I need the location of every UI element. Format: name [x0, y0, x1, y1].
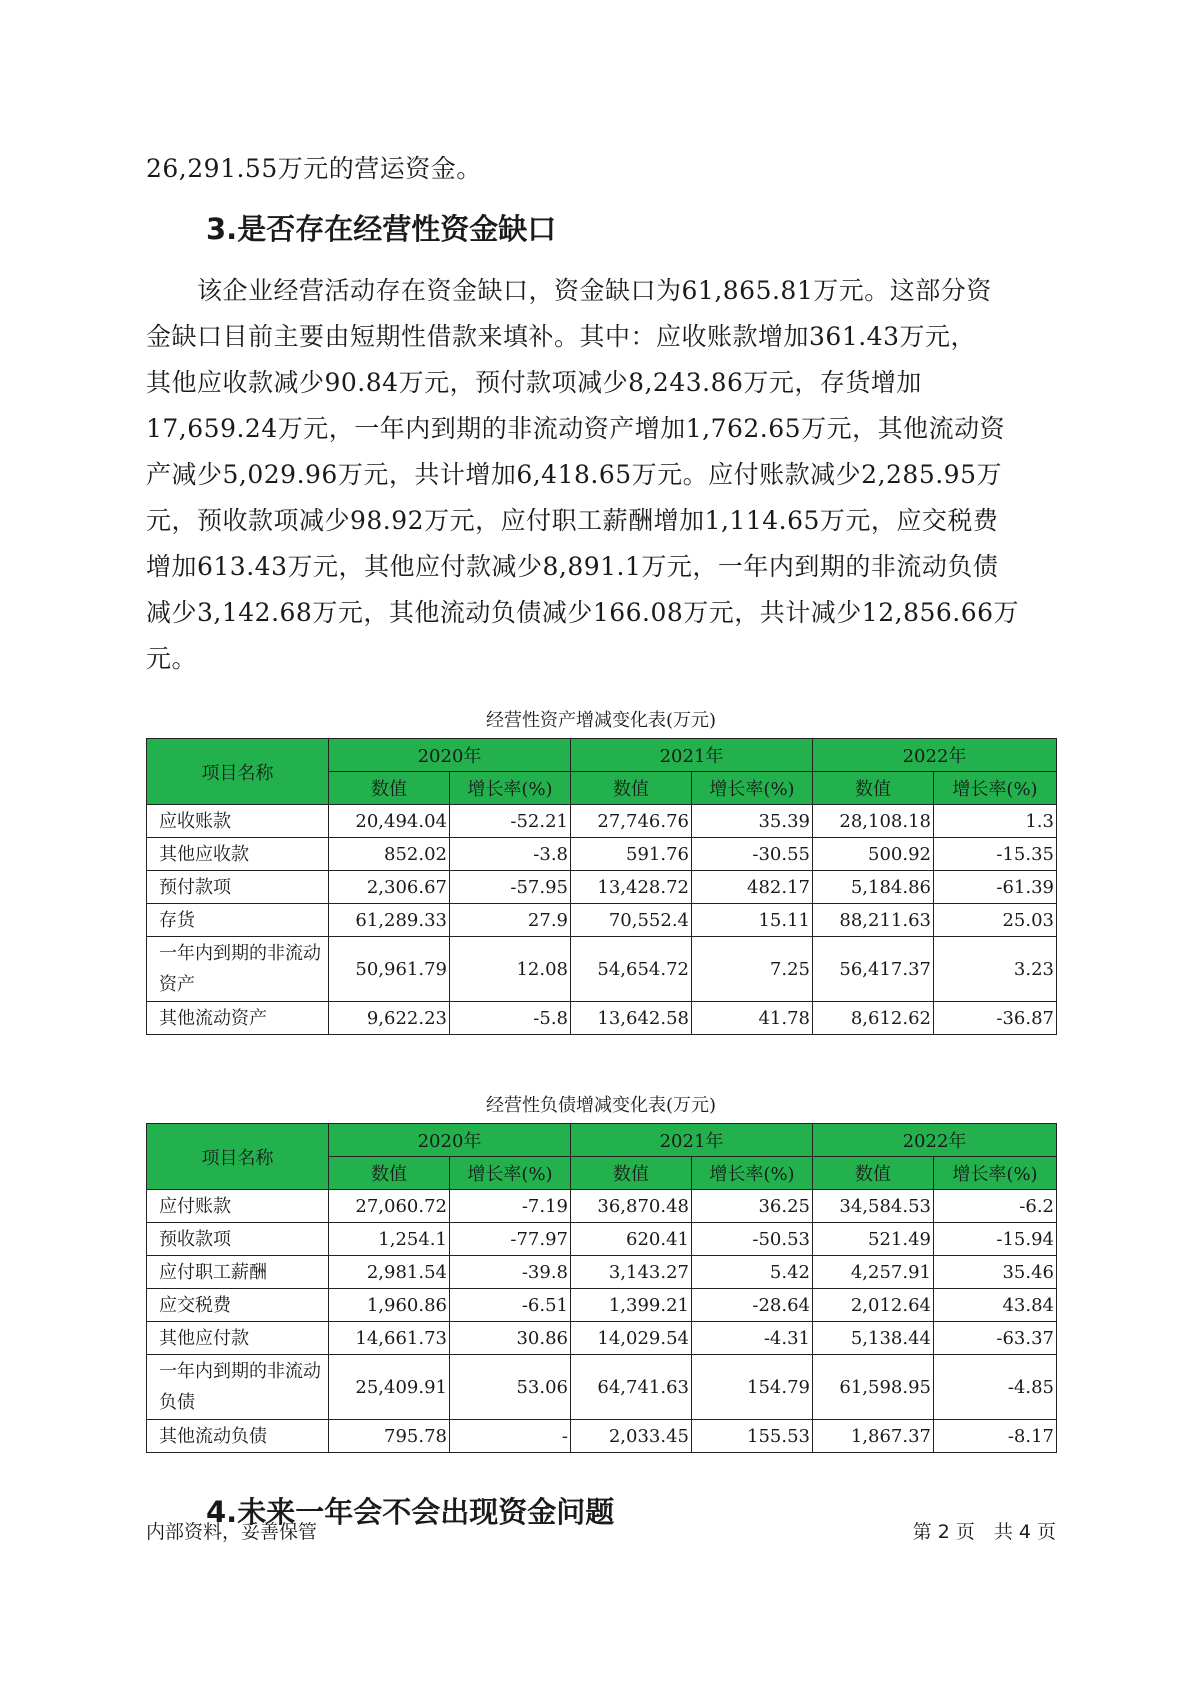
table-row [147, 1420, 1057, 1453]
value-cell: 50,961.79 [329, 937, 450, 1002]
row-label: 一年内到期的非流动资产 [147, 937, 329, 1002]
paragraph-line: 减少3,142.68万元，其他流动负债减少166.08万元，共计减少12,856.66万 [146, 598, 1020, 627]
growth-cell: -77.97 [450, 1223, 571, 1256]
row-label: 应付账款 [147, 1190, 329, 1223]
value-cell: 2,981.54 [329, 1256, 450, 1289]
growth-cell: -36.87 [934, 1002, 1057, 1035]
value-cell: 500.92 [813, 838, 934, 871]
value-cell: 4,257.91 [813, 1256, 934, 1289]
growth-cell: -28.64 [692, 1289, 813, 1322]
growth-cell: 1.3 [934, 805, 1057, 838]
growth-cell: 154.79 [692, 1355, 813, 1420]
growth-cell: -63.37 [934, 1322, 1057, 1355]
growth-cell: 35.39 [692, 805, 813, 838]
value-cell: 14,661.73 [329, 1322, 450, 1355]
growth-header: 增长率(%) [692, 1157, 813, 1190]
growth-cell: 5.42 [692, 1256, 813, 1289]
value-header: 数值 [813, 1157, 934, 1190]
growth-cell: 30.86 [450, 1322, 571, 1355]
value-cell: 25,409.91 [329, 1355, 450, 1420]
growth-cell: -4.85 [934, 1355, 1057, 1420]
table-row [147, 937, 1057, 1002]
value-cell: 61,598.95 [813, 1355, 934, 1420]
growth-cell: -3.8 [450, 838, 571, 871]
year-header: 2021年 [571, 739, 813, 772]
value-cell: 14,029.54 [571, 1322, 692, 1355]
value-cell: 20,494.04 [329, 805, 450, 838]
growth-cell: 482.17 [692, 871, 813, 904]
growth-cell: 35.46 [934, 1256, 1057, 1289]
year-header: 2021年 [571, 1124, 813, 1157]
growth-cell: -61.39 [934, 871, 1057, 904]
growth-cell: 25.03 [934, 904, 1057, 937]
paragraph-line: 产减少5,029.96万元，共计增加6,418.65万元。应付账款减少2,285.95万 [146, 460, 1002, 489]
growth-header: 增长率(%) [692, 772, 813, 805]
growth-cell: -30.55 [692, 838, 813, 871]
row-label: 其他流动负债 [147, 1420, 329, 1453]
footer-page-number: 第 2 页 共 4 页 [912, 1521, 1056, 1543]
growth-header: 增长率(%) [934, 1157, 1057, 1190]
growth-cell: -15.35 [934, 838, 1057, 871]
growth-cell: -8.17 [934, 1420, 1057, 1453]
table-row [147, 1190, 1057, 1223]
growth-cell: 27.9 [450, 904, 571, 937]
value-cell: 64,741.63 [571, 1355, 692, 1420]
table-row [147, 1223, 1057, 1256]
growth-cell: - [450, 1420, 571, 1453]
row-label: 预付款项 [147, 871, 329, 904]
table-row [147, 1002, 1057, 1035]
year-header: 2020年 [329, 1124, 571, 1157]
table-row [147, 1322, 1057, 1355]
value-cell: 852.02 [329, 838, 450, 871]
asset-table-body [147, 805, 1057, 1035]
growth-cell: 7.25 [692, 937, 813, 1002]
growth-cell: -5.8 [450, 1002, 571, 1035]
growth-cell: 3.23 [934, 937, 1057, 1002]
growth-cell: 43.84 [934, 1289, 1057, 1322]
growth-cell: -50.53 [692, 1223, 813, 1256]
growth-cell: -57.95 [450, 871, 571, 904]
value-cell: 34,584.53 [813, 1190, 934, 1223]
value-cell: 1,960.86 [329, 1289, 450, 1322]
row-label: 存货 [147, 904, 329, 937]
value-header: 数值 [329, 772, 450, 805]
row-label: 一年内到期的非流动负债 [147, 1355, 329, 1420]
growth-cell: -15.94 [934, 1223, 1057, 1256]
paragraph-line: 其他应收款减少90.84万元，预付款项减少8,243.86万元，存货增加 [146, 368, 922, 397]
value-cell: 56,417.37 [813, 937, 934, 1002]
growth-cell: -6.51 [450, 1289, 571, 1322]
paragraph-continuation: 26,291.55万元的营运资金。 [146, 154, 482, 183]
value-cell: 1,867.37 [813, 1420, 934, 1453]
table-row [147, 838, 1057, 871]
row-label: 应交税费 [147, 1289, 329, 1322]
growth-header: 增长率(%) [450, 772, 571, 805]
year-header: 2020年 [329, 739, 571, 772]
growth-cell: 36.25 [692, 1190, 813, 1223]
value-cell: 13,428.72 [571, 871, 692, 904]
growth-cell: 15.11 [692, 904, 813, 937]
growth-cell: -6.2 [934, 1190, 1057, 1223]
value-cell: 13,642.58 [571, 1002, 692, 1035]
value-header: 数值 [571, 1157, 692, 1190]
value-cell: 27,746.76 [571, 805, 692, 838]
paragraph-line: 元。 [146, 644, 198, 673]
row-label: 其他应付款 [147, 1322, 329, 1355]
value-header: 数值 [571, 772, 692, 805]
paragraph-line: 元，预收款项减少98.92万元，应付职工薪酬增加1,114.65万元，应交税费 [146, 506, 999, 535]
paragraph-line: 金缺口目前主要由短期性借款来填补。其中：应收账款增加361.43万元， [146, 322, 976, 351]
value-cell: 9,622.23 [329, 1002, 450, 1035]
section-3-heading: 3.是否存在经营性资金缺口 [206, 212, 557, 246]
value-cell: 1,254.1 [329, 1223, 450, 1256]
year-header: 2022年 [813, 739, 1057, 772]
growth-cell: 155.53 [692, 1420, 813, 1453]
growth-cell: -4.31 [692, 1322, 813, 1355]
table-row [147, 805, 1057, 838]
growth-cell: 53.06 [450, 1355, 571, 1420]
table-row [147, 1289, 1057, 1322]
growth-header: 增长率(%) [450, 1157, 571, 1190]
footer-confidential: 内部资料，妥善保管 [146, 1521, 318, 1543]
table-row [147, 871, 1057, 904]
growth-cell: 41.78 [692, 1002, 813, 1035]
value-cell: 521.49 [813, 1223, 934, 1256]
paragraph-line: 增加613.43万元，其他应付款减少8,891.1万元，一年内到期的非流动负债 [146, 552, 999, 581]
section-4-heading: 4.未来一年会不会出现资金问题 [206, 1495, 615, 1529]
value-cell: 795.78 [329, 1420, 450, 1453]
table-row [147, 1355, 1057, 1420]
table-row [147, 1256, 1057, 1289]
value-cell: 5,184.86 [813, 871, 934, 904]
value-cell: 54,654.72 [571, 937, 692, 1002]
paragraph-line: 17,659.24万元，一年内到期的非流动资产增加1,762.65万元，其他流动资 [146, 414, 1006, 443]
liability-table-body [147, 1190, 1057, 1453]
row-label: 应付职工薪酬 [147, 1256, 329, 1289]
value-cell: 28,108.18 [813, 805, 934, 838]
value-cell: 88,211.63 [813, 904, 934, 937]
growth-cell: 12.08 [450, 937, 571, 1002]
value-cell: 2,306.67 [329, 871, 450, 904]
row-label: 其他应收款 [147, 838, 329, 871]
value-cell: 27,060.72 [329, 1190, 450, 1223]
value-cell: 620.41 [571, 1223, 692, 1256]
row-label: 预收款项 [147, 1223, 329, 1256]
asset-table [146, 738, 1057, 1035]
value-header: 数值 [813, 772, 934, 805]
growth-header: 增长率(%) [934, 772, 1057, 805]
value-cell: 2,033.45 [571, 1420, 692, 1453]
row-label: 应收账款 [147, 805, 329, 838]
value-cell: 3,143.27 [571, 1256, 692, 1289]
value-cell: 8,612.62 [813, 1002, 934, 1035]
value-cell: 591.76 [571, 838, 692, 871]
value-cell: 5,138.44 [813, 1322, 934, 1355]
row-label: 其他流动资产 [147, 1002, 329, 1035]
liability-table [146, 1123, 1057, 1453]
growth-cell: -52.21 [450, 805, 571, 838]
column-header-item-name: 项目名称 [147, 1124, 329, 1190]
asset-table-caption: 经营性资产增减变化表(万元) [485, 710, 717, 731]
growth-cell: -7.19 [450, 1190, 571, 1223]
liability-table-caption: 经营性负债增减变化表(万元) [485, 1095, 717, 1116]
value-cell: 70,552.4 [571, 904, 692, 937]
year-header: 2022年 [813, 1124, 1057, 1157]
column-header-item-name: 项目名称 [147, 739, 329, 805]
table-row [147, 904, 1057, 937]
paragraph-line: 该企业经营活动存在资金缺口，资金缺口为61,865.81万元。这部分资 [146, 276, 992, 305]
value-cell: 36,870.48 [571, 1190, 692, 1223]
value-cell: 2,012.64 [813, 1289, 934, 1322]
value-cell: 1,399.21 [571, 1289, 692, 1322]
value-cell: 61,289.33 [329, 904, 450, 937]
growth-cell: -39.8 [450, 1256, 571, 1289]
value-header: 数值 [329, 1157, 450, 1190]
